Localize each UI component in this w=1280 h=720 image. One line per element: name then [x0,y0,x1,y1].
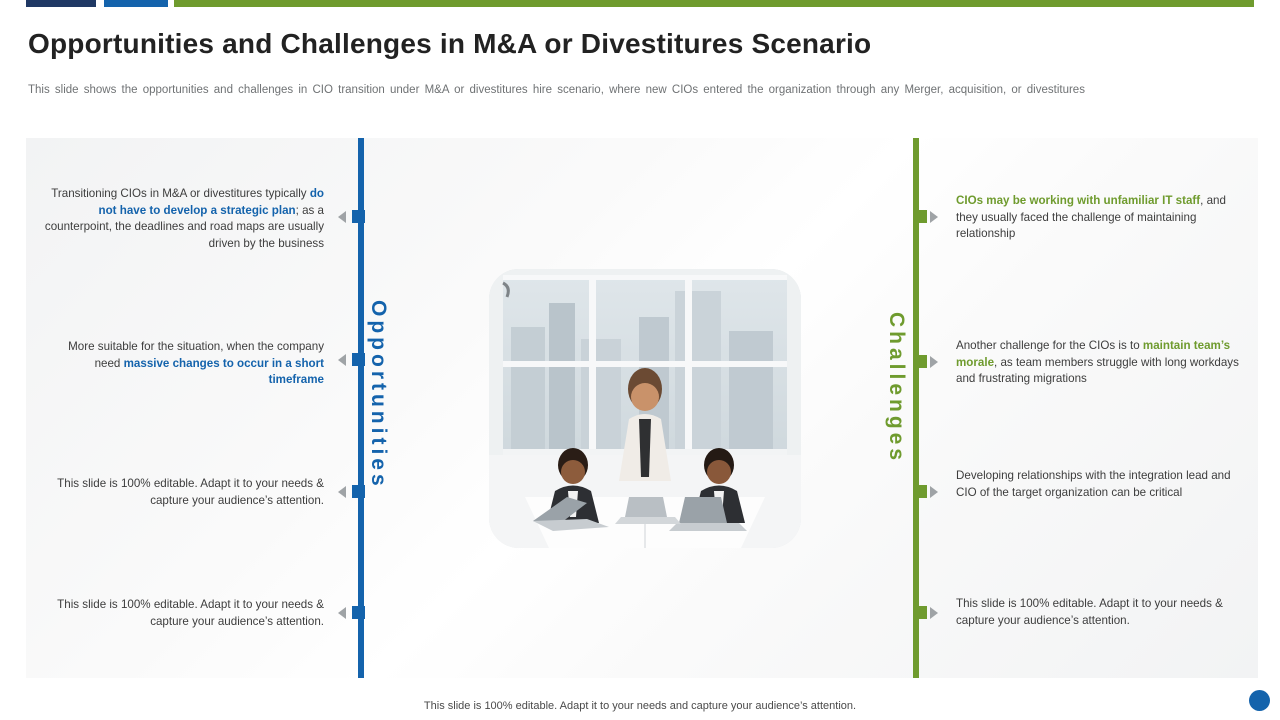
challenge-item-3 [956,468,1246,501]
challenges-label: Challenges [885,312,908,465]
body-text: Developing relationships with the integration lead and CIO of the target organization can be critical [956,469,1231,499]
body-text: , and they usually faced the challenge of maintaining relationship [956,194,1226,240]
opportunity-arrow-icon [338,486,346,498]
challenge-marker [914,210,927,223]
opportunity-marker [352,353,365,366]
challenge-marker [914,485,927,498]
opportunity-arrow-icon [338,211,346,223]
challenge-arrow-icon [930,486,938,498]
body-text: This slide is 100% editable. Adapt it to your needs & capture your audience’s attention. [57,477,324,507]
challenge-item-1 [956,193,1246,243]
accent-segment-navy [26,0,96,7]
opportunity-item-4 [44,597,324,630]
opportunity-marker [352,210,365,223]
body-text: This slide is 100% editable. Adapt it to your needs & capture your audience’s attention. [956,597,1223,627]
challenge-arrow-icon [930,607,938,619]
body-text: Another challenge for the CIOs is to [956,339,1143,352]
highlight-text: do not have to develop a strategic plan [98,187,324,217]
team-meeting-photo [489,269,801,548]
highlight-text: CIOs may be working with unfamiliar IT staff [956,194,1201,207]
opportunity-marker [352,485,365,498]
accent-segment-green [174,0,1254,7]
challenge-arrow-icon [930,356,938,368]
challenge-arrow-icon [930,211,938,223]
body-text: Transitioning CIOs in M&A or divestitures typically [51,187,310,200]
body-text: This slide is 100% editable. Adapt it to your needs & capture your audience’s attention. [57,598,324,628]
page-title: Opportunities and Challenges in M&A or Divestitures Scenario [28,28,872,59]
decorative-dot [1249,690,1270,711]
accent-segment-blue [104,0,168,7]
body-text: , as team members struggle with long workdays and frustrating migrations [956,355,1239,385]
opportunity-arrow-icon [338,354,346,366]
challenge-item-4 [956,596,1246,629]
top-accent-bar [0,0,1280,7]
footer-note: This slide is 100% editable. Adapt it to your needs and capture your audience’s attention. [423,700,857,712]
opportunity-item-2 [44,339,324,389]
opportunity-marker [352,606,365,619]
highlight-text: massive changes to occur in a short timeframe [123,356,324,386]
challenge-item-2 [956,338,1246,388]
body-text: More suitable for the situation, when the company need [68,340,324,370]
highlight-text: maintain team’s morale [956,339,1231,369]
challenge-marker [914,606,927,619]
opportunities-label: Opportunities [367,300,390,490]
opportunity-item-1 [44,186,324,252]
body-text: ; as a counterpoint, the deadlines and road maps are usually driven by the business [44,203,324,250]
opportunity-item-3 [44,476,324,509]
page-subtitle: This slide shows the opportunities and challenges in CIO transition under M&A or divestitures hire scenario, where new CIOs entered the organization through any Merger, acquisition, or divestitures [28,84,1085,96]
challenge-marker [914,355,927,368]
opportunity-arrow-icon [338,607,346,619]
